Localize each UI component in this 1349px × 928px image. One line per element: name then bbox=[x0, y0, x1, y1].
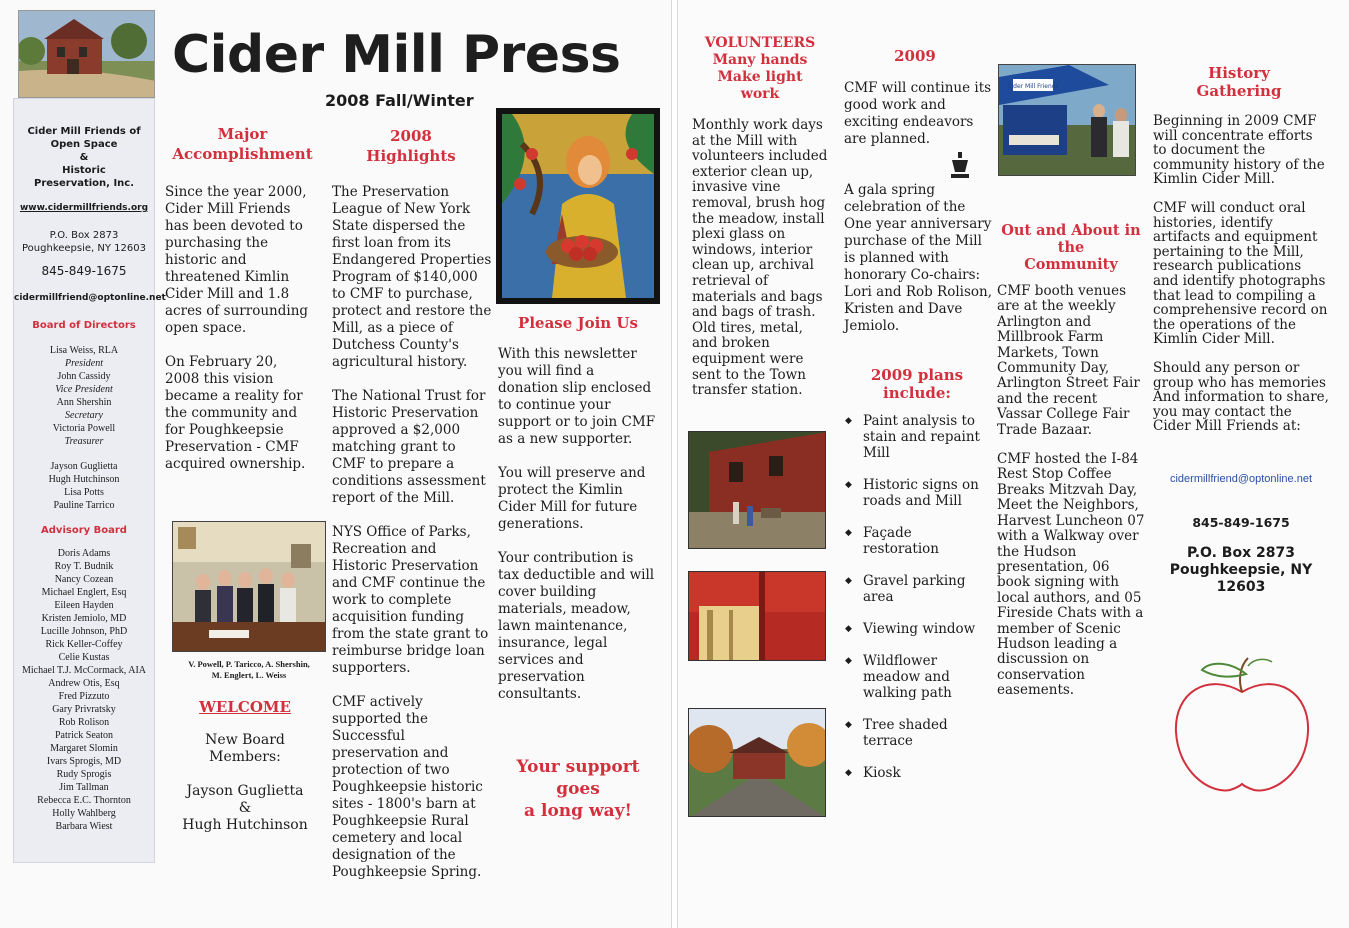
history-address: P.O. Box 2873 Poughkeepsie, NY 12603 bbox=[1169, 545, 1313, 595]
list-item: ◆ Paint analysis to stain and repaint Mill bbox=[845, 413, 987, 461]
join-heading: Please Join Us bbox=[518, 314, 638, 332]
po-box: P.O. Box 2873 bbox=[49, 230, 119, 241]
plans-list bbox=[845, 413, 987, 797]
highlights-text: The Preservation League of New York State dispersed the first loan from its Endangered Properties Program of $140,000 to CMF to purchase, protect and restore the Mill, as a piece of Dutchess County's agricultural history. The National Trust for Historic Preservation approved a $2,000 matching grant to CMF to prepare a conditions assessment report of the Mill. NYS Office of Parks, Recreation and Historic Preservation and CMF continue the work to complete acquisition funding from the state grant to reimburse bridge loan supporters. CMF actively supported the Successful preservation and protection of two Poughkeepsie historic sites - 1800's barn at Poughkeepsie Rural cemetery and local designation of the Poughkeepsie Spring. bbox=[332, 184, 492, 880]
list-item: ◆ Tree shaded terrace bbox=[845, 717, 987, 749]
out-about-text: CMF booth venues are at the weekly Arlington and Millbrook Farm Markets, Town Community Day, Arlington Street Fair and the recent Vassar College Fair Trade Bazaar. CMF hosted the I-84 Rest Stop Coffee Breaks Mitzvah Day, Meet the Neighbors, Harvest Luncheon 07 with a Walkway over the Hudson presentation, 06 book signing with local authors, and 05 Fireside Chats with a member of Scenic Hudson leading a discussion on conservation easements. bbox=[997, 283, 1145, 699]
plans-heading: 2009 plans include: bbox=[870, 366, 964, 402]
photo-caption: V. Powell, P. Taricco, A. Shershin, M. Englert, L. Weiss bbox=[188, 659, 310, 680]
board-name: John Cassidy bbox=[57, 371, 111, 382]
lamp-icon bbox=[844, 148, 972, 182]
community-tent-photo bbox=[998, 64, 1136, 176]
board-photo bbox=[172, 521, 326, 652]
phone: 845-849-1675 bbox=[41, 264, 127, 278]
volunteers-photo-barn bbox=[688, 431, 826, 549]
board-members: Jayson Guglietta Hugh Hutchinson Lisa Potts Pauline Tarrico bbox=[48, 461, 120, 511]
highlights-heading: 2008 Highlights bbox=[366, 127, 456, 165]
apple-outline-icon bbox=[1168, 652, 1316, 798]
org-name: Cider Mill Friends of Open Space & Historic Preservation, Inc. bbox=[27, 126, 141, 189]
board-role: Vice President bbox=[55, 384, 113, 395]
board-heading: Board of Directors bbox=[32, 320, 136, 331]
website-link[interactable]: www.cidermillfriends.org bbox=[19, 203, 149, 213]
masthead-title: Cider Mill Press bbox=[172, 25, 621, 85]
y2009-heading: 2009 bbox=[894, 47, 936, 65]
advisory-list: Doris Adams Roy T. Budnik Nancy Cozean Michael Englert, Esq Eileen Hayden Kristen Jemiolo, MD Lucille Johnson, PhD Rick Keller-Coffey Celie Kustas Michael T.J. McCormack, AIA Andrew Otis, Esq Fred Pizzuto Gary Privratsky Rob Rolison Patrick Seaton Margaret Slomin Ivars Sprogis, MD Rudy Sprogis Jim Tallman Rebecca E.C. Thornton Holly Wahlberg Barbara Wiest bbox=[21, 548, 147, 832]
list-item: ◆ Façade restoration bbox=[845, 525, 987, 557]
board-role: Treasurer bbox=[64, 436, 104, 447]
email-link[interactable]: cidermillfriend@optonline.net bbox=[14, 293, 166, 303]
barn-door-photo bbox=[688, 571, 826, 661]
support-callout: Your support goes a long way! bbox=[516, 757, 640, 821]
list-item: ◆ Gravel parking area bbox=[845, 573, 987, 605]
list-item: ◆ Viewing window bbox=[845, 621, 987, 637]
board-name: Victoria Powell bbox=[52, 423, 116, 434]
mill-landscape-photo bbox=[688, 708, 826, 817]
history-text: Beginning in 2009 CMF will concentrate efforts to document the community history of the Kimlin Cider Mill. CMF will conduct oral histories, identify artifacts and equipment pertaining to the Mill, research publications and identify photographs that lead to compiling a comprehensive record on the operations of the Kimlin Cider Mill. Should any person or group who has memories And information to share, you may contact the Cider Mill Friends at: bbox=[1153, 113, 1329, 435]
list-item: ◆ Historic signs on roads and Mill bbox=[845, 477, 987, 509]
apple-picker-art bbox=[496, 108, 660, 304]
history-heading: History Gathering bbox=[1196, 64, 1282, 100]
history-email-link[interactable]: cidermillfriend@optonline.net bbox=[1169, 473, 1313, 485]
sidebar bbox=[13, 98, 166, 863]
board-name: Lisa Weiss, RLA bbox=[49, 345, 119, 356]
out-about-heading: Out and About in the Community bbox=[1001, 222, 1141, 273]
major-text: Since the year 2000, Cider Mill Friends has been devoted to purchasing the historic and threatened Kimlin Cider Mill and 1.8 acres of surrounding open space. On February 20, 2008 this vision became a reality for the community and for Poughkeepsie Preservation - CMF acquired ownership. bbox=[165, 184, 309, 472]
join-text: With this newsletter you will find a donation slip enclosed to continue your support or to join CMF as a new supporter. You will preserve and protect the Kimlin Cider Mill for future generations. Your contribution is tax deductible and will cover building materials, meadow, lawn maintenance, insurance, legal services and preservation consultants. bbox=[498, 346, 656, 702]
volunteers-heading: VOLUNTEERS Many hands Make light work bbox=[704, 35, 816, 102]
board-role: President bbox=[65, 358, 103, 369]
board-role: Secretary bbox=[65, 410, 103, 421]
issue-date: 2008 Fall/Winter bbox=[325, 91, 474, 110]
major-heading: Major Accomplishment bbox=[172, 125, 313, 163]
welcome-heading: WELCOME bbox=[199, 698, 291, 716]
list-item: ◆ Kiosk bbox=[845, 765, 987, 781]
welcome-text: New Board Members: Jayson Guglietta & Hugh Hutchinson bbox=[182, 732, 308, 833]
history-phone: 845-849-1675 bbox=[1192, 515, 1290, 530]
volunteers-text: Monthly work days at the Mill with volunteers included exterior clean up, invasive vine removal, brush hog the meadow, install plexi glass on windows, interior clean up, archival retrieval of materials and bags and bags of trash. Old tires, metal, and broken equipment were sent to the Town transfer station. bbox=[692, 117, 828, 399]
board-name: Ann Shershin bbox=[56, 397, 112, 408]
board-list bbox=[14, 344, 154, 448]
city: Poughkeepsie, NY 12603 bbox=[22, 243, 146, 254]
mill-painting bbox=[18, 10, 155, 98]
list-item: ◆ Wildflower meadow and walking path bbox=[845, 653, 987, 701]
tent-sign: Cider Mill Friends bbox=[1007, 83, 1059, 90]
y2009-text: CMF will continue its good work and exciting endeavors are planned. A gala spring celebration of the One year anniversary purchase of the Mill is planned with honorary Co-chairs: Lori and Rob Rolison, Kristen and Dave Jemiolo. bbox=[844, 80, 993, 334]
advisory-heading: Advisory Board bbox=[41, 525, 127, 536]
